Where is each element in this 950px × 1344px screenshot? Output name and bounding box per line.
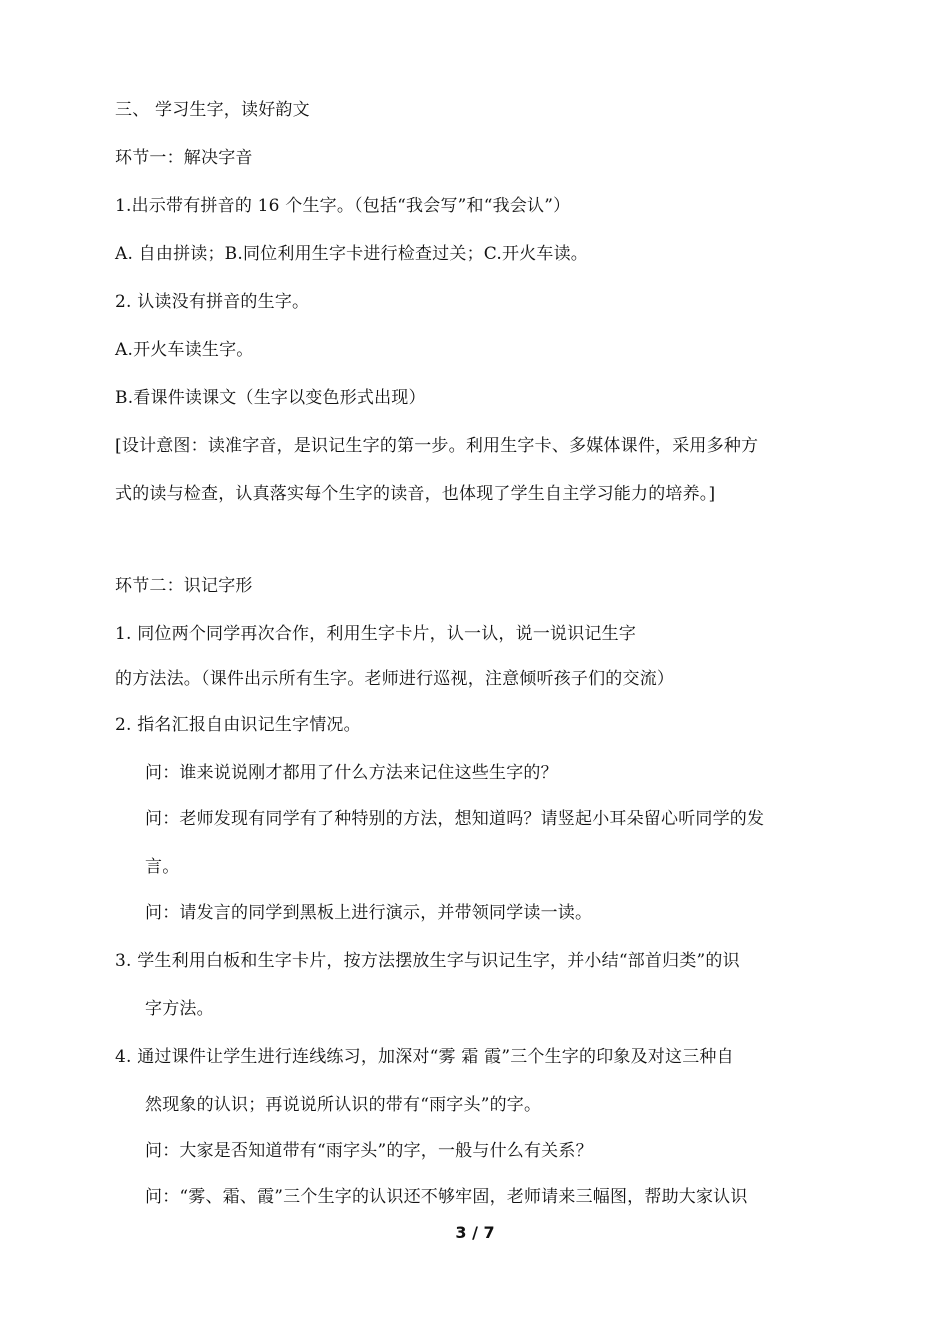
question-1: 问：谁来说说刚才都用了什么方法来记住这些生字的？ — [145, 763, 558, 783]
step2-item1-line1: 1. 同位两个同学再次合作，利用生字卡片，认一认，说一说识记生字 — [115, 624, 637, 644]
step2-item4-line2: 然现象的认识；再说说所认识的带有“雨字头”的字。 — [145, 1095, 542, 1115]
step1-title: 环节一：解决字音 — [115, 148, 253, 168]
step1-item1-sub: A. 自由拼读；B.同位利用生字卡进行检查过关；C.开火车读。 — [115, 244, 588, 264]
step2-item4-line1: 4. 通过课件让学生进行连线练习，加深对“雾 霜 霞”三个生字的印象及对这三种自 — [115, 1047, 734, 1067]
step1-item2: 2. 认读没有拼音的生字。 — [115, 292, 310, 312]
question-4: 问：大家是否知道带有“雨字头”的字，一般与什么有关系？ — [145, 1141, 593, 1161]
step2-item2: 2. 指名汇报自由识记生字情况。 — [115, 715, 361, 735]
design-intent-line1: [设计意图：读准字音，是识记生字的第一步。利用生字卡、多媒体课件，采用多种方 — [115, 436, 759, 456]
step1-item2-b: B.看课件读课文（生字以变色形式出现） — [115, 388, 426, 408]
question-2-line2: 言。 — [145, 857, 180, 877]
step2-item3-line2: 字方法。 — [145, 999, 214, 1019]
step1-item1: 1.出示带有拼音的 16 个生字。（包括“我会写”和“我会认”） — [115, 196, 571, 216]
question-3: 问：请发言的同学到黑板上进行演示，并带领同学读一读。 — [145, 903, 593, 923]
step1-item2-a: A.开火车读生字。 — [115, 340, 254, 360]
section-title: 三、 学习生字，读好韵文 — [115, 100, 310, 120]
step2-title: 环节二：识记字形 — [115, 576, 253, 596]
design-intent-line2: 式的读与检查，认真落实每个生字的读音，也体现了学生自主学习能力的培养。] — [115, 484, 716, 504]
question-2-line1: 问：老师发现有同学有了种特别的方法，想知道吗？请竖起小耳朵留心听同学的发 — [145, 809, 765, 829]
page-number: 3 / 7 — [455, 1223, 495, 1242]
step2-item3-line1: 3. 学生利用白板和生字卡片，按方法摆放生字与识记生字，并小结“部首归类”的识 — [115, 951, 740, 971]
step2-item1-line2: 的方法法。（课件出示所有生字。老师进行巡视，注意倾听孩子们的交流） — [115, 669, 675, 689]
question-5: 问：“雾、霜、霞”三个生字的认识还不够牢固，老师请来三幅图，帮助大家认识 — [145, 1187, 748, 1207]
